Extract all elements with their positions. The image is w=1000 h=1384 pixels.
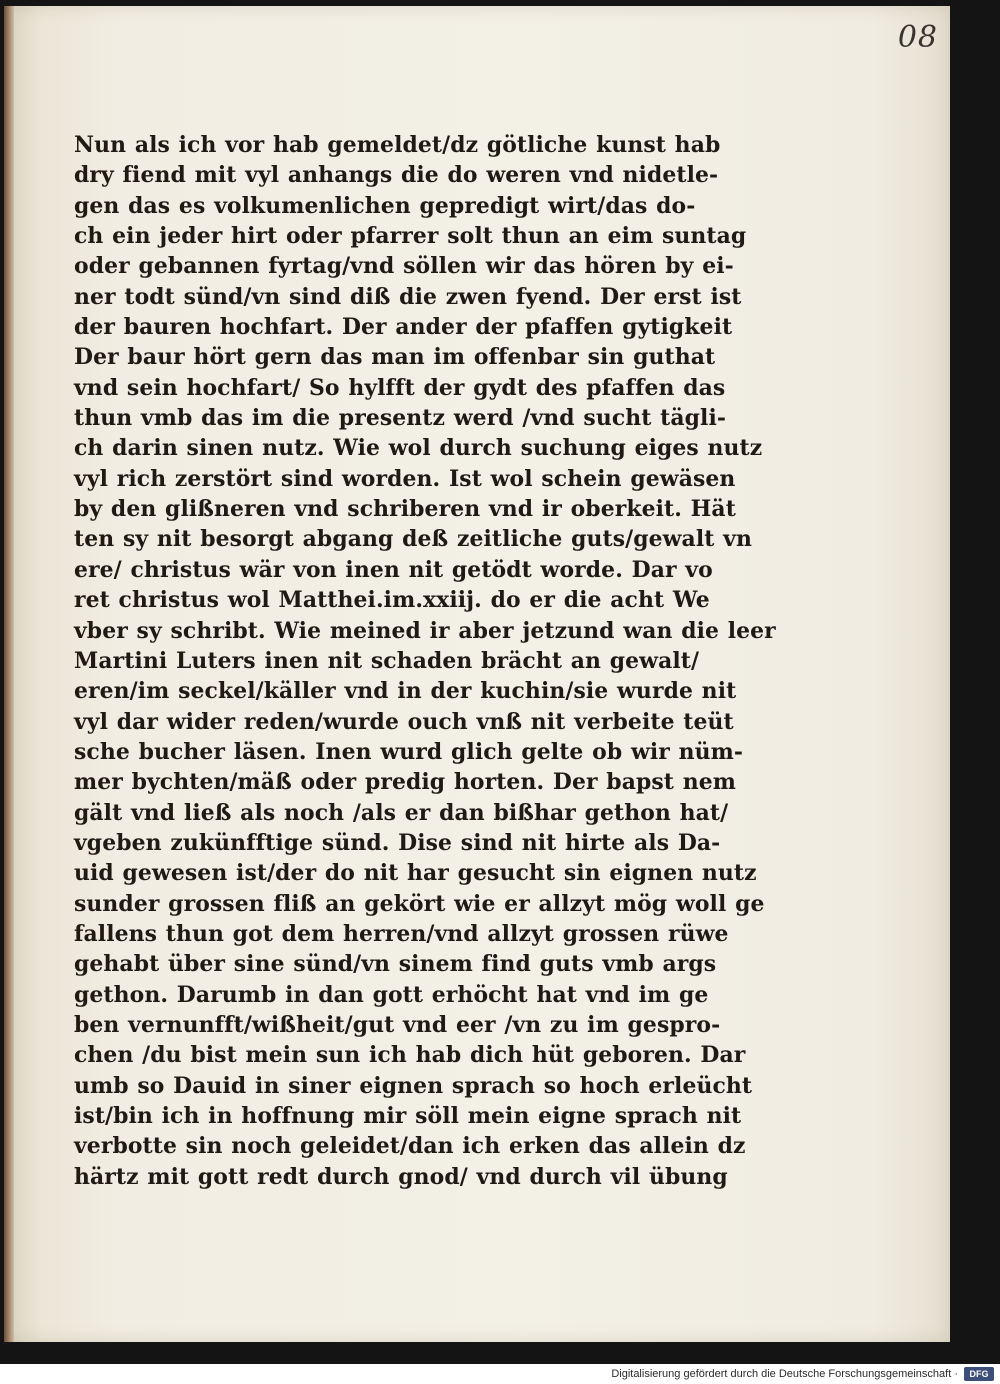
dfg-logo-icon: DFG [964, 1367, 994, 1381]
text-block [74, 130, 784, 1192]
text-line: eren/im seckel/käller vnd in der kuchin/sie wurde nit [74, 678, 737, 705]
text-line: gält vnd ließ als noch /als er dan bißhar gethon hat/ [74, 799, 729, 826]
document-page [4, 6, 950, 1342]
text-line: dry fiend mit vyl anhangs die do weren vnd nidetle- [74, 162, 719, 189]
text-line: ret christus wol Matthei.im.xxiij. do er die acht We [74, 587, 710, 614]
binding-edge [4, 6, 14, 1342]
text-line: ist/bin ich in hoffnung mir söll mein eigne sprach nit [74, 1103, 742, 1129]
text-line: vnd sein hochfart/ So hylfft der gydt des pfaffen das [74, 374, 726, 401]
text-line: ere/ christus wär von inen nit getödt worde. Dar vo [74, 556, 713, 583]
text-line: ner todt sünd/vn sind diß die zwen fyend. Der erst ist [74, 283, 742, 310]
text-line: sunder grossen fliß an gekört wie er allzyt mög woll ge [74, 890, 765, 917]
text-line: thun vmb das im die presentz werd /vnd sucht tägli- [74, 405, 727, 432]
text-line: ch ein jeder hirt oder pfarrer solt thun an eim suntag [74, 223, 747, 250]
text-line: Martini Luters inen nit schaden brächt an gewalt/ [74, 647, 700, 674]
footer [0, 1364, 1000, 1384]
text-line: vyl dar wider reden/wurde ouch vnß nit verbeite teüt [74, 708, 734, 735]
text-line: gen das es volkumenlichen gepredigt wirt/das do- [74, 192, 696, 219]
text-line: verbotte sin noch geleidet/dan ich erken das allein dz [74, 1133, 746, 1160]
text-line: umb so Dauid in siner eignen sprach so hoch erleücht [74, 1072, 753, 1099]
text-line: härtz mit gott redt durch gnod/ vnd durch vil übung [74, 1163, 728, 1190]
text-line: chen /du bist mein sun ich hab dich hüt geboren. Dar [74, 1042, 746, 1069]
folio-number: 08 [897, 20, 938, 55]
text-line: Nun als ich vor hab gemeldet/dz götliche kunst hab [74, 132, 721, 158]
text-line: vgeben zukünfftige sünd. Dise sind nit hirte als Da- [74, 829, 721, 856]
text-line: by den glißneren vnd schriberen vnd ir oberkeit. Hät [74, 496, 736, 523]
digitization-credit: Digitalisierung gefördert durch die Deutsche Forschungsgemeinschaft · [611, 1368, 958, 1380]
text-line: oder gebannen fyrtag/vnd söllen wir das hören by ei- [74, 253, 734, 280]
text-line: vyl rich zerstört sind worden. Ist wol schein gewäsen [74, 465, 736, 492]
text-line: gethon. Darumb in dan gott erhöcht hat vnd im ge [74, 981, 709, 1008]
text-line: ben vernunfft/wißheit/gut vnd eer /vn zu im gespro- [74, 1011, 721, 1038]
text-line: gehabt über sine sünd/vn sinem find guts vmb args [74, 951, 717, 978]
text-line: ch darin sinen nutz. Wie wol durch suchung eiges nutz [74, 435, 763, 462]
text-line: vber sy schribt. Wie meined ir aber jetzund wan die leer [74, 617, 776, 644]
text-line: fallens thun got dem herren/vnd allzyt grossen rüwe [74, 920, 729, 947]
text-line: der bauren hochfart. Der ander der pfaffen gytigkeit [74, 314, 733, 341]
text-line: mer bychten/mäß oder predig horten. Der bapst nem [74, 769, 736, 796]
text-line: Der baur hört gern das man im offenbar sin guthat [74, 344, 716, 371]
text-line: sche bucher läsen. Inen wurd glich gelte ob wir nüm- [74, 738, 744, 765]
text-line: ten sy nit besorgt abgang deß zeitliche guts/gewalt vn [74, 526, 752, 553]
text-line: uid gewesen ist/der do nit har gesucht sin eignen nutz [74, 860, 757, 887]
